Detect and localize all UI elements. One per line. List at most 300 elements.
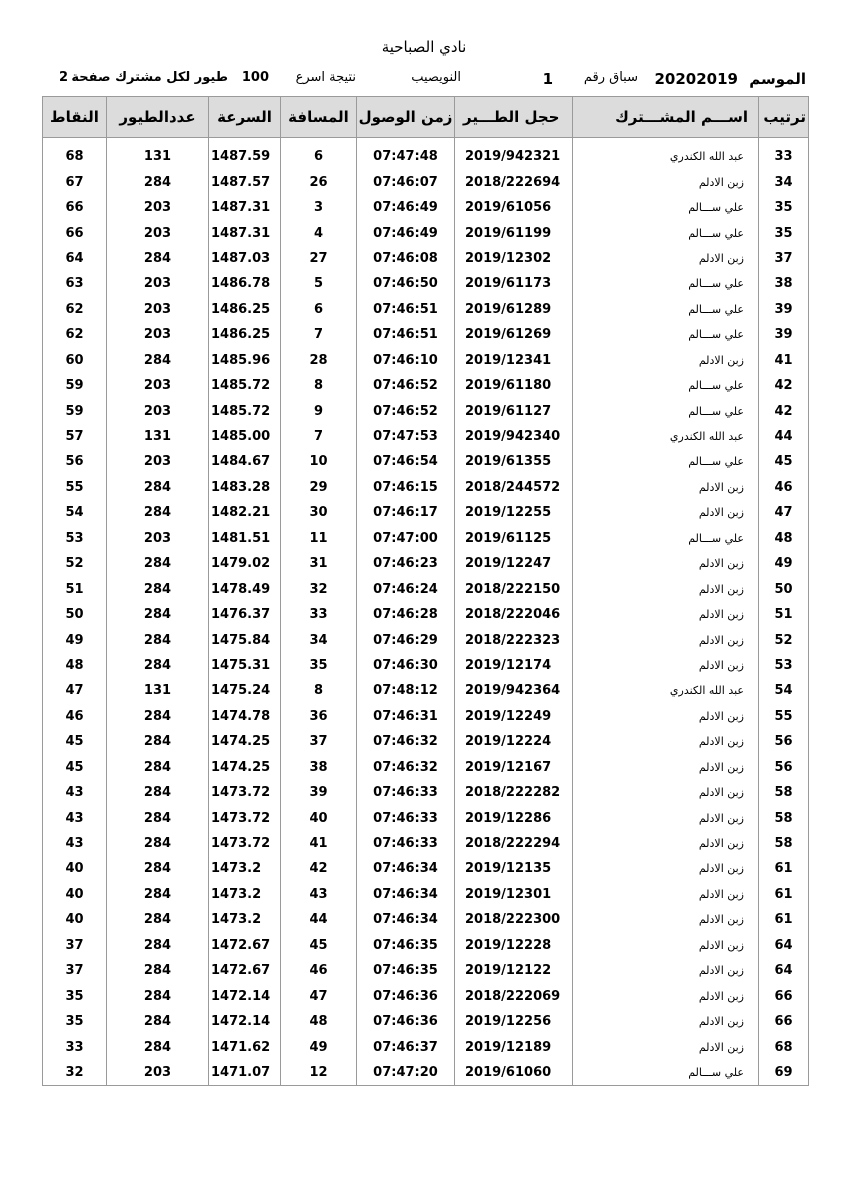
cell-arrival-time: 07:47:48	[357, 144, 455, 169]
table-row	[43, 653, 809, 678]
cell-ring-number: 2019/12256	[455, 1009, 573, 1034]
cell-participant-name: زبن الادلم	[573, 831, 759, 856]
cell-arrival-time: 07:46:49	[357, 220, 455, 245]
cell-rank: 52	[759, 627, 809, 652]
cell-distance: 34	[281, 627, 357, 652]
header-ring-number: حجل الطـــير	[455, 97, 573, 138]
cell-points: 51	[43, 576, 107, 601]
cell-points: 66	[43, 220, 107, 245]
cell-ring-number: 2019/61127	[455, 398, 573, 423]
cell-arrival-time: 07:48:12	[357, 678, 455, 703]
cell-participant-name: زبن الادلم	[573, 780, 759, 805]
cell-speed: 1487.31	[209, 195, 281, 220]
cell-speed: 1475.31	[209, 653, 281, 678]
cell-rank: 46	[759, 475, 809, 500]
cell-participant-name: زبن الادلم	[573, 475, 759, 500]
cell-bird-count: 284	[107, 933, 209, 958]
cell-rank: 64	[759, 958, 809, 983]
cell-distance: 39	[281, 780, 357, 805]
cell-participant-name: زبن الادلم	[573, 704, 759, 729]
cell-ring-number: 2018/222150	[455, 576, 573, 601]
cell-participant-name: علي ســـالم	[573, 195, 759, 220]
table-row	[43, 246, 809, 271]
cell-ring-number: 2019/61173	[455, 271, 573, 296]
cell-participant-name: زبن الادلم	[573, 348, 759, 373]
cell-participant-name: علي ســـالم	[573, 297, 759, 322]
cell-distance: 29	[281, 475, 357, 500]
cell-rank: 44	[759, 424, 809, 449]
cell-speed: 1487.57	[209, 169, 281, 194]
cell-speed: 1487.31	[209, 220, 281, 245]
cell-ring-number: 2018/222046	[455, 602, 573, 627]
cell-speed: 1473.72	[209, 831, 281, 856]
cell-distance: 35	[281, 653, 357, 678]
cell-participant-name: زبن الادلم	[573, 882, 759, 907]
cell-bird-count: 284	[107, 348, 209, 373]
cell-arrival-time: 07:46:50	[357, 271, 455, 296]
cell-speed: 1486.25	[209, 297, 281, 322]
cell-ring-number: 2019/12301	[455, 882, 573, 907]
cell-speed: 1476.37	[209, 602, 281, 627]
cell-speed: 1482.21	[209, 500, 281, 525]
season-label: الموسم	[749, 70, 806, 88]
cell-ring-number: 2019/61056	[455, 195, 573, 220]
cell-participant-name: زبن الادلم	[573, 958, 759, 983]
cell-points: 45	[43, 755, 107, 780]
cell-points: 68	[43, 144, 107, 169]
cell-bird-count: 284	[107, 246, 209, 271]
cell-points: 40	[43, 882, 107, 907]
cell-bird-count: 284	[107, 1034, 209, 1059]
header-speed: السرعة	[209, 97, 281, 138]
cell-bird-count: 203	[107, 322, 209, 347]
cell-rank: 39	[759, 322, 809, 347]
cell-rank: 41	[759, 348, 809, 373]
cell-speed: 1472.67	[209, 933, 281, 958]
cell-participant-name: زبن الادلم	[573, 907, 759, 932]
cell-rank: 58	[759, 780, 809, 805]
table-row	[43, 551, 809, 576]
cell-distance: 27	[281, 246, 357, 271]
cell-distance: 28	[281, 348, 357, 373]
cell-arrival-time: 07:46:51	[357, 322, 455, 347]
table-row	[43, 348, 809, 373]
cell-distance: 8	[281, 373, 357, 398]
cell-bird-count: 284	[107, 805, 209, 830]
cell-ring-number: 2019/61060	[455, 1060, 573, 1086]
cell-points: 35	[43, 1009, 107, 1034]
cell-bird-count: 203	[107, 271, 209, 296]
cell-speed: 1472.14	[209, 983, 281, 1008]
cell-ring-number: 2019/12249	[455, 704, 573, 729]
table-row	[43, 882, 809, 907]
cell-bird-count: 284	[107, 602, 209, 627]
cell-participant-name: زبن الادلم	[573, 983, 759, 1008]
cell-ring-number: 2019/942364	[455, 678, 573, 703]
cell-distance: 43	[281, 882, 357, 907]
cell-speed: 1473.72	[209, 805, 281, 830]
cell-arrival-time: 07:46:23	[357, 551, 455, 576]
cell-participant-name: علي ســـالم	[573, 526, 759, 551]
cell-speed: 1471.62	[209, 1034, 281, 1059]
cell-participant-name: زبن الادلم	[573, 602, 759, 627]
cell-rank: 48	[759, 526, 809, 551]
per-page-label: طيور لكل مشترك صفحة	[71, 70, 228, 85]
cell-points: 60	[43, 348, 107, 373]
cell-rank: 35	[759, 220, 809, 245]
cell-speed: 1481.51	[209, 526, 281, 551]
cell-ring-number: 2019/12302	[455, 246, 573, 271]
cell-distance: 26	[281, 169, 357, 194]
cell-rank: 49	[759, 551, 809, 576]
cell-speed: 1473.2	[209, 907, 281, 932]
cell-distance: 46	[281, 958, 357, 983]
cell-arrival-time: 07:46:36	[357, 1009, 455, 1034]
cell-participant-name: علي ســـالم	[573, 398, 759, 423]
cell-participant-name: زبن الادلم	[573, 933, 759, 958]
cell-speed: 1483.28	[209, 475, 281, 500]
cell-arrival-time: 07:47:53	[357, 424, 455, 449]
cell-ring-number: 2019/12135	[455, 856, 573, 881]
cell-arrival-time: 07:46:31	[357, 704, 455, 729]
cell-bird-count: 284	[107, 983, 209, 1008]
cell-arrival-time: 07:46:52	[357, 373, 455, 398]
cell-ring-number: 2019/12286	[455, 805, 573, 830]
cell-rank: 54	[759, 678, 809, 703]
cell-speed: 1485.72	[209, 373, 281, 398]
cell-speed: 1473.72	[209, 780, 281, 805]
cell-ring-number: 2019/61289	[455, 297, 573, 322]
cell-rank: 56	[759, 755, 809, 780]
cell-speed: 1487.03	[209, 246, 281, 271]
cell-participant-name: علي ســـالم	[573, 373, 759, 398]
cell-arrival-time: 07:46:34	[357, 907, 455, 932]
cell-arrival-time: 07:46:15	[357, 475, 455, 500]
cell-bird-count: 203	[107, 449, 209, 474]
cell-arrival-time: 07:47:00	[357, 526, 455, 551]
table-row	[43, 958, 809, 983]
cell-arrival-time: 07:46:07	[357, 169, 455, 194]
results-table	[42, 96, 809, 1086]
table-row	[43, 220, 809, 245]
cell-arrival-time: 07:46:10	[357, 348, 455, 373]
cell-points: 40	[43, 907, 107, 932]
cell-distance: 49	[281, 1034, 357, 1059]
cell-participant-name: عبد الله الكندري	[573, 678, 759, 703]
page-number: 2	[58, 70, 68, 85]
cell-ring-number: 2018/222323	[455, 627, 573, 652]
cell-bird-count: 203	[107, 1060, 209, 1086]
cell-rank: 66	[759, 983, 809, 1008]
cell-rank: 64	[759, 933, 809, 958]
table-row	[43, 1009, 809, 1034]
cell-ring-number: 2019/61269	[455, 322, 573, 347]
cell-distance: 12	[281, 1060, 357, 1086]
cell-points: 55	[43, 475, 107, 500]
cell-arrival-time: 07:46:17	[357, 500, 455, 525]
cell-arrival-time: 07:46:51	[357, 297, 455, 322]
cell-rank: 55	[759, 704, 809, 729]
cell-speed: 1472.14	[209, 1009, 281, 1034]
cell-participant-name: زبن الادلم	[573, 653, 759, 678]
cell-participant-name: زبن الادلم	[573, 246, 759, 271]
cell-rank: 56	[759, 729, 809, 754]
cell-speed: 1479.02	[209, 551, 281, 576]
cell-participant-name: علي ســـالم	[573, 322, 759, 347]
cell-distance: 33	[281, 602, 357, 627]
cell-participant-name: زبن الادلم	[573, 755, 759, 780]
cell-rank: 53	[759, 653, 809, 678]
cell-bird-count: 284	[107, 653, 209, 678]
cell-rank: 58	[759, 805, 809, 830]
cell-arrival-time: 07:46:28	[357, 602, 455, 627]
cell-bird-count: 284	[107, 958, 209, 983]
table-row	[43, 856, 809, 881]
cell-points: 43	[43, 780, 107, 805]
cell-distance: 37	[281, 729, 357, 754]
header-distance: المسافة	[281, 97, 357, 138]
cell-bird-count: 131	[107, 678, 209, 703]
cell-ring-number: 2019/61355	[455, 449, 573, 474]
cell-distance: 10	[281, 449, 357, 474]
cell-points: 46	[43, 704, 107, 729]
cell-points: 37	[43, 958, 107, 983]
cell-rank: 51	[759, 602, 809, 627]
cell-speed: 1487.59	[209, 144, 281, 169]
cell-arrival-time: 07:46:32	[357, 755, 455, 780]
cell-distance: 7	[281, 424, 357, 449]
cell-points: 40	[43, 856, 107, 881]
cell-participant-name: زبن الادلم	[573, 1034, 759, 1059]
cell-rank: 33	[759, 144, 809, 169]
cell-distance: 3	[281, 195, 357, 220]
cell-points: 62	[43, 322, 107, 347]
cell-rank: 66	[759, 1009, 809, 1034]
cell-arrival-time: 07:46:49	[357, 195, 455, 220]
race-location: النويصيب	[411, 70, 461, 85]
cell-speed: 1486.25	[209, 322, 281, 347]
cell-distance: 42	[281, 856, 357, 881]
table-row	[43, 780, 809, 805]
cell-points: 50	[43, 602, 107, 627]
table-row	[43, 526, 809, 551]
table-row	[43, 373, 809, 398]
cell-points: 59	[43, 373, 107, 398]
cell-participant-name: زبن الادلم	[573, 805, 759, 830]
cell-bird-count: 284	[107, 1009, 209, 1034]
result-label: نتيجة اسرع	[295, 70, 356, 85]
cell-points: 48	[43, 653, 107, 678]
cell-rank: 35	[759, 195, 809, 220]
header-rank: ترتيب	[759, 97, 809, 138]
cell-points: 45	[43, 729, 107, 754]
cell-ring-number: 2019/12228	[455, 933, 573, 958]
cell-points: 43	[43, 831, 107, 856]
cell-participant-name: عبد الله الكندري	[573, 144, 759, 169]
table-row	[43, 195, 809, 220]
cell-bird-count: 131	[107, 424, 209, 449]
cell-distance: 30	[281, 500, 357, 525]
cell-participant-name: عبد الله الكندري	[573, 424, 759, 449]
table-row	[43, 704, 809, 729]
cell-ring-number: 2019/12122	[455, 958, 573, 983]
cell-points: 67	[43, 169, 107, 194]
table-row	[43, 576, 809, 601]
cell-ring-number: 2019/12224	[455, 729, 573, 754]
cell-speed: 1485.72	[209, 398, 281, 423]
cell-rank: 58	[759, 831, 809, 856]
cell-participant-name: زبن الادلم	[573, 551, 759, 576]
cell-speed: 1478.49	[209, 576, 281, 601]
cell-points: 64	[43, 246, 107, 271]
cell-speed: 1474.78	[209, 704, 281, 729]
cell-points: 47	[43, 678, 107, 703]
table-row	[43, 271, 809, 296]
cell-participant-name: زبن الادلم	[573, 627, 759, 652]
table-row	[43, 755, 809, 780]
cell-participant-name: علي ســـالم	[573, 271, 759, 296]
table-row	[43, 805, 809, 830]
cell-distance: 41	[281, 831, 357, 856]
table-row	[43, 297, 809, 322]
cell-rank: 47	[759, 500, 809, 525]
header-points: النقاط	[43, 97, 107, 138]
cell-arrival-time: 07:46:32	[357, 729, 455, 754]
cell-speed: 1486.78	[209, 271, 281, 296]
cell-ring-number: 2019/12189	[455, 1034, 573, 1059]
cell-points: 57	[43, 424, 107, 449]
cell-arrival-time: 07:46:34	[357, 882, 455, 907]
cell-ring-number: 2018/222282	[455, 780, 573, 805]
cell-distance: 9	[281, 398, 357, 423]
cell-points: 59	[43, 398, 107, 423]
cell-ring-number: 2019/61125	[455, 526, 573, 551]
cell-speed: 1473.2	[209, 856, 281, 881]
table-header-row	[43, 97, 809, 138]
cell-speed: 1475.84	[209, 627, 281, 652]
cell-points: 52	[43, 551, 107, 576]
cell-points: 37	[43, 933, 107, 958]
cell-distance: 6	[281, 144, 357, 169]
cell-rank: 69	[759, 1060, 809, 1086]
cell-rank: 37	[759, 246, 809, 271]
cell-bird-count: 203	[107, 297, 209, 322]
cell-ring-number: 2019/12341	[455, 348, 573, 373]
cell-ring-number: 2018/222069	[455, 983, 573, 1008]
cell-points: 62	[43, 297, 107, 322]
cell-distance: 8	[281, 678, 357, 703]
cell-bird-count: 284	[107, 882, 209, 907]
table-row	[43, 831, 809, 856]
cell-ring-number: 2019/61180	[455, 373, 573, 398]
cell-bird-count: 203	[107, 526, 209, 551]
cell-bird-count: 284	[107, 475, 209, 500]
cell-arrival-time: 07:47:20	[357, 1060, 455, 1086]
cell-arrival-time: 07:46:34	[357, 856, 455, 881]
cell-speed: 1484.67	[209, 449, 281, 474]
cell-points: 53	[43, 526, 107, 551]
cell-rank: 42	[759, 398, 809, 423]
cell-ring-number: 2019/12255	[455, 500, 573, 525]
cell-ring-number: 2019/942340	[455, 424, 573, 449]
cell-participant-name: زبن الادلم	[573, 500, 759, 525]
table-row	[43, 144, 809, 169]
cell-bird-count: 284	[107, 551, 209, 576]
cell-bird-count: 284	[107, 500, 209, 525]
cell-rank: 42	[759, 373, 809, 398]
cell-distance: 40	[281, 805, 357, 830]
table-row	[43, 678, 809, 703]
cell-speed: 1485.00	[209, 424, 281, 449]
cell-bird-count: 284	[107, 780, 209, 805]
cell-speed: 1474.25	[209, 755, 281, 780]
cell-points: 54	[43, 500, 107, 525]
table-row	[43, 169, 809, 194]
cell-points: 33	[43, 1034, 107, 1059]
cell-distance: 47	[281, 983, 357, 1008]
cell-rank: 61	[759, 907, 809, 932]
cell-speed: 1474.25	[209, 729, 281, 754]
cell-arrival-time: 07:46:29	[357, 627, 455, 652]
cell-distance: 5	[281, 271, 357, 296]
header-participant: اســـم المشـــترك	[573, 97, 759, 138]
cell-bird-count: 284	[107, 729, 209, 754]
cell-arrival-time: 07:46:24	[357, 576, 455, 601]
cell-participant-name: زبن الادلم	[573, 856, 759, 881]
header-arrival-time: زمن الوصول	[357, 97, 455, 138]
table-row	[43, 398, 809, 423]
cell-distance: 36	[281, 704, 357, 729]
cell-participant-name: زبن الادلم	[573, 1009, 759, 1034]
cell-ring-number: 2019/12174	[455, 653, 573, 678]
cell-participant-name: علي ســـالم	[573, 449, 759, 474]
cell-arrival-time: 07:46:54	[357, 449, 455, 474]
table-row	[43, 424, 809, 449]
cell-participant-name: زبن الادلم	[573, 576, 759, 601]
cell-arrival-time: 07:46:33	[357, 831, 455, 856]
cell-ring-number: 2019/942321	[455, 144, 573, 169]
table-row	[43, 322, 809, 347]
cell-rank: 45	[759, 449, 809, 474]
cell-rank: 61	[759, 882, 809, 907]
cell-participant-name: علي ســـالم	[573, 1060, 759, 1086]
cell-ring-number: 2018/244572	[455, 475, 573, 500]
cell-rank: 34	[759, 169, 809, 194]
table-row	[43, 907, 809, 932]
cell-bird-count: 284	[107, 856, 209, 881]
cell-arrival-time: 07:46:33	[357, 805, 455, 830]
cell-points: 32	[43, 1060, 107, 1086]
table-row	[43, 500, 809, 525]
cell-bird-count: 284	[107, 627, 209, 652]
cell-distance: 38	[281, 755, 357, 780]
cell-points: 56	[43, 449, 107, 474]
table-row	[43, 1034, 809, 1059]
cell-rank: 50	[759, 576, 809, 601]
table-row	[43, 1060, 809, 1086]
cell-distance: 6	[281, 297, 357, 322]
cell-ring-number: 2018/222294	[455, 831, 573, 856]
cell-arrival-time: 07:46:36	[357, 983, 455, 1008]
cell-distance: 4	[281, 220, 357, 245]
cell-bird-count: 284	[107, 704, 209, 729]
cell-bird-count: 284	[107, 169, 209, 194]
cell-speed: 1471.07	[209, 1060, 281, 1086]
cell-arrival-time: 07:46:08	[357, 246, 455, 271]
cell-arrival-time: 07:46:52	[357, 398, 455, 423]
cell-bird-count: 203	[107, 398, 209, 423]
cell-distance: 45	[281, 933, 357, 958]
